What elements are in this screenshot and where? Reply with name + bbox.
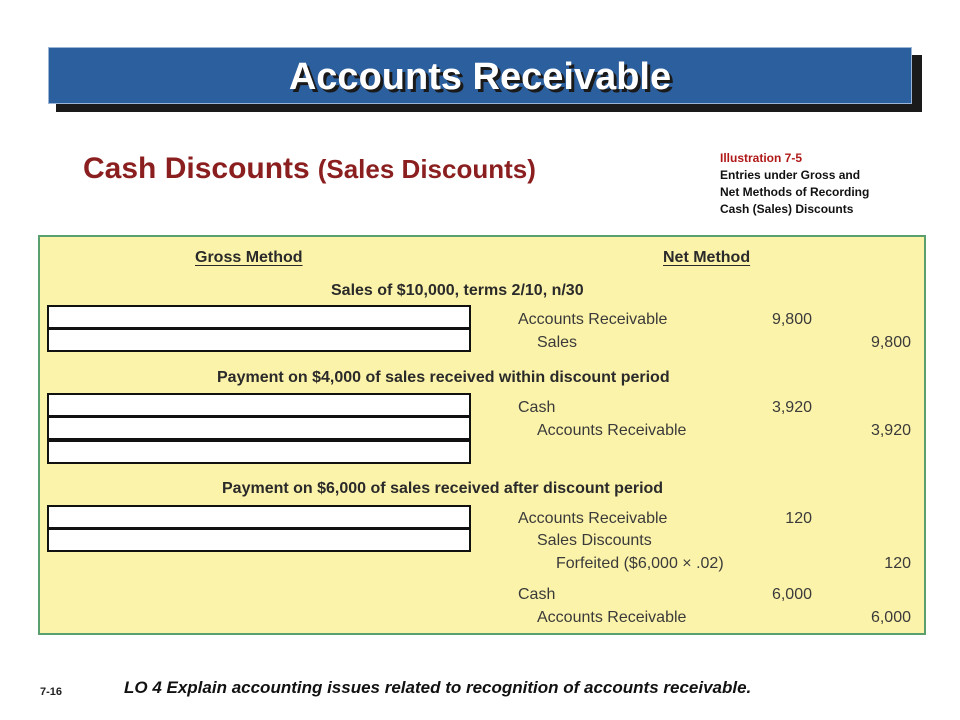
gross-entry-blank[interactable]	[47, 328, 471, 352]
net-entry-credit: 3,920	[870, 422, 911, 439]
gross-entry-blank[interactable]	[47, 416, 471, 440]
illustration-line: Entries under Gross and	[720, 168, 861, 182]
net-entry-credit: 120	[884, 555, 911, 572]
net-entry-account: Accounts Receivable	[518, 311, 668, 328]
net-entry-credit: 9,800	[870, 334, 911, 351]
subtitle-paren: (Sales Discounts)	[317, 154, 536, 184]
page-title: Accounts Receivable	[288, 56, 672, 98]
section-heading: Payment on $4,000 of sales received within discount period	[217, 369, 670, 386]
section-heading: Sales of $10,000, terms 2/10, n/30	[331, 282, 584, 299]
net-entry-debit: 6,000	[771, 586, 812, 603]
net-method-header: Net Method	[663, 249, 751, 266]
net-entry-account: Sales Discounts	[537, 532, 652, 549]
section-heading: Payment on $6,000 of sales received after discount period	[222, 480, 664, 497]
net-entry-credit: 6,000	[870, 609, 911, 626]
net-entry-account: Forfeited ($6,000 × .02)	[556, 555, 724, 572]
subtitle-main: Cash Discounts	[83, 152, 310, 185]
net-entry-debit: 9,800	[771, 311, 812, 328]
net-entry-account: Cash	[518, 399, 556, 416]
illustration-line: Cash (Sales) Discounts	[720, 202, 854, 216]
net-entry-account: Accounts Receivable	[537, 422, 687, 439]
learning-objective: LO 4 Explain accounting issues related to recognition of accounts receivable.	[124, 678, 752, 697]
net-entry-account: Cash	[518, 586, 556, 603]
net-entry-account: Sales	[537, 334, 578, 351]
gross-entry-blank[interactable]	[47, 528, 471, 552]
gross-entry-blank[interactable]	[47, 505, 471, 529]
illustration-number: Illustration 7-5	[720, 151, 803, 165]
illustration-caption	[720, 150, 869, 218]
net-entry-account: Accounts Receivable	[518, 510, 668, 527]
subtitle	[83, 152, 536, 186]
slide-number: 7-16	[40, 686, 63, 698]
gross-entry-blank[interactable]	[47, 393, 471, 417]
gross-entry-blank[interactable]	[47, 440, 471, 464]
net-entry-account: Accounts Receivable	[537, 609, 687, 626]
illustration-line: Net Methods of Recording	[720, 185, 870, 199]
gross-method-header: Gross Method	[195, 249, 303, 266]
gross-entry-blank[interactable]	[47, 305, 471, 329]
net-entry-debit: 120	[785, 510, 812, 527]
net-entry-debit: 3,920	[771, 399, 812, 416]
title-bar	[48, 47, 912, 104]
